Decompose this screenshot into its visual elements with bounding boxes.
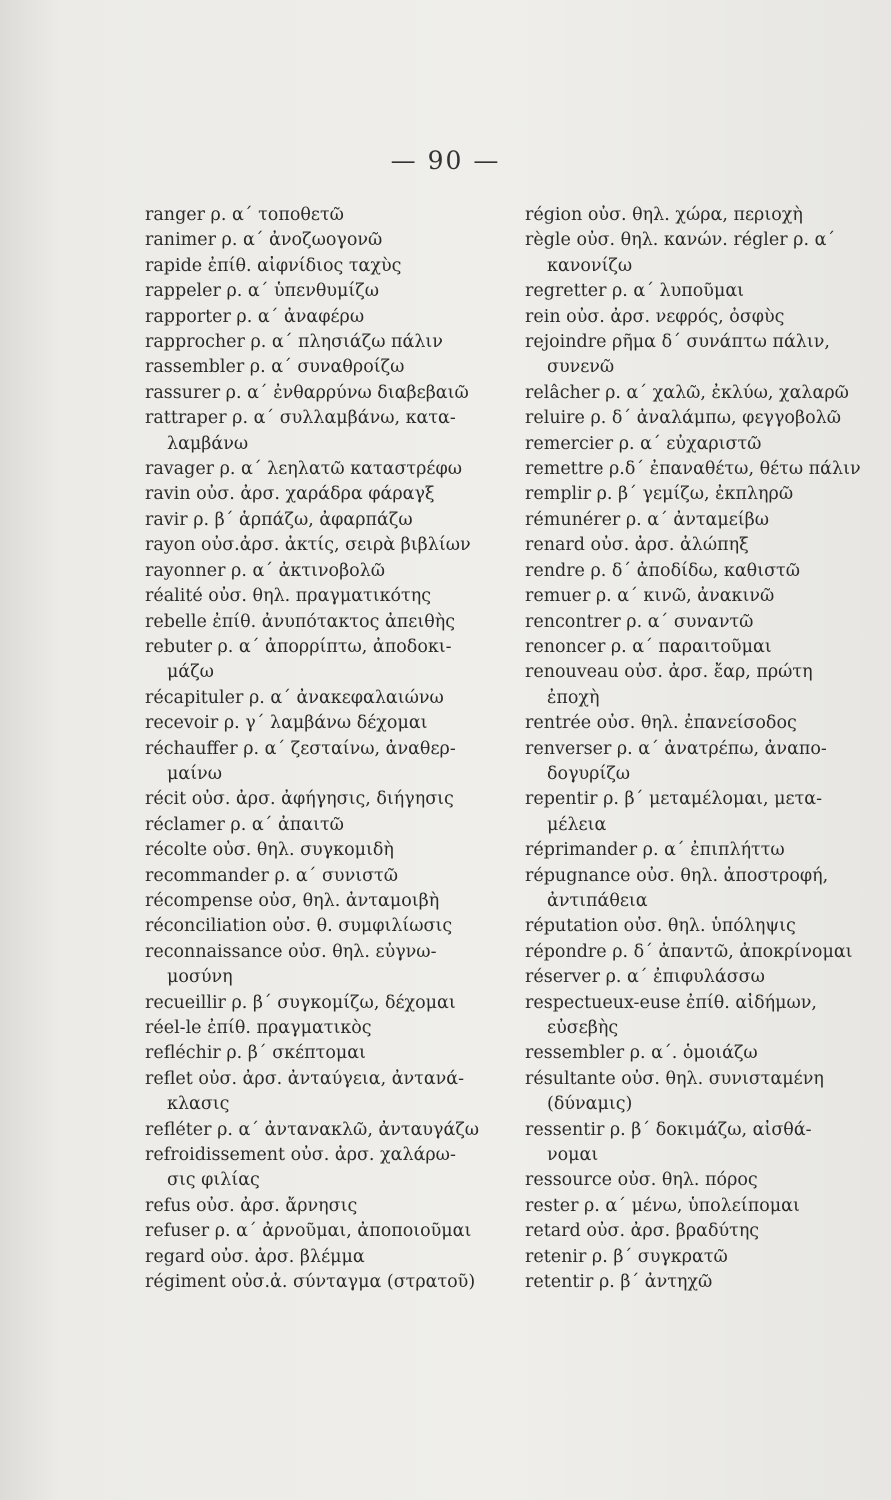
entry-text: réel-le ἐπίθ. πραγματικὸς [145, 1018, 372, 1038]
dictionary-entry [525, 838, 877, 863]
dictionary-entry [525, 1168, 877, 1193]
entry-continuation: κανονίζω [547, 255, 633, 276]
entry-text: récompense οὐσ, θηλ. ἀνταμοιβὴ [145, 890, 440, 911]
entry-text: rapprocher ρ. α΄ πλησιάζω πάλιν [145, 332, 443, 353]
dictionary-entry [525, 737, 877, 788]
dictionary-entry [525, 406, 877, 431]
entry-text: remplir ρ. β΄ γεμίζω, ἐκπληρῶ [525, 484, 794, 505]
entry-text: retard οὐσ. ἀρσ. βραδύτης [525, 1221, 760, 1242]
entry-text: recommander ρ. α΄ συνιστῶ [145, 865, 398, 886]
entry-text: résultante οὐσ. θηλ. συνισταμένη [525, 1068, 824, 1089]
dictionary-entry [525, 381, 877, 406]
entry-text: rayon οὐσ.ἀρσ. ἀκτίς, σειρὰ βιβλίων [145, 535, 471, 556]
entry-text: récolte οὐσ. θηλ. συγκομιδὴ [145, 840, 394, 861]
dictionary-entry [145, 406, 490, 457]
dictionary-entry [145, 508, 490, 533]
entry-continuation: μοσύνη [167, 967, 233, 988]
dictionary-entry [525, 711, 877, 736]
dictionary-entry [525, 533, 877, 558]
entry-text: reluire ρ. δ΄ ἀναλάμπω, φεγγοβολῶ [525, 408, 841, 429]
dictionary-entry [525, 965, 877, 990]
entry-text: ranimer ρ. α΄ ἀνοζωογονῶ [145, 230, 383, 251]
dictionary-entry [145, 228, 490, 253]
dictionary-entry [525, 1245, 877, 1270]
dictionary-entry [525, 457, 877, 482]
entry-text: renoncer ρ. α΄ παραιτοῦμαι [525, 636, 772, 657]
entry-text: rebelle ἐπίθ. ἀνυπότακτος ἀπειθὴς [145, 611, 456, 632]
dictionary-entry [145, 1270, 490, 1295]
entry-continuation: κλασις [167, 1094, 230, 1115]
dictionary-entry [145, 940, 490, 991]
entry-text: refuser ρ. α΄ ἀρνοῦμαι, ἀποποιοῦμαι [145, 1221, 472, 1242]
dictionary-entry [525, 610, 877, 635]
dictionary-entry [525, 432, 877, 457]
entry-text: ravin οὐσ. ἀρσ. χαράδρα φάραγξ [145, 484, 435, 505]
dictionary-entry [145, 330, 490, 355]
entry-text: rejoindre ρῆμα δ΄ συνάπτω πάλιν, [525, 332, 830, 353]
entry-text: réserver ρ. α΄ ἐπιφυλάσσω [525, 967, 765, 988]
entry-continuation: εὐσεβὴς [547, 1018, 619, 1038]
dictionary-entry [525, 1219, 877, 1244]
dictionary-entry [145, 305, 490, 330]
dictionary-entry [145, 864, 490, 889]
dictionary-entry [145, 1041, 490, 1066]
dictionary-entry [525, 330, 877, 381]
entry-text: réclamer ρ. α΄ ἀπαιτῶ [145, 814, 344, 835]
entry-text: rapide ἐπίθ. αἰφνίδιος ταχὺς [145, 255, 402, 276]
dictionary-entry [525, 1118, 877, 1169]
page-number: — 90 — [390, 146, 501, 175]
entry-text: rassembler ρ. α΄ συναθροίζω [145, 357, 405, 378]
entry-text: rendre ρ. δ΄ ἀποδίδω, καθιστῶ [525, 560, 800, 581]
dictionary-entry [145, 1118, 490, 1143]
dictionary-entry [525, 1041, 877, 1066]
dictionary-entry [525, 660, 877, 711]
entry-text: reflet οὐσ. ἀρσ. ἀνταύγεια, ἀντανά- [145, 1068, 465, 1089]
entry-continuation: ἐποχὴ [547, 687, 600, 708]
dictionary-entry [525, 864, 877, 915]
dictionary-entry [145, 737, 490, 788]
dictionary-entry [145, 584, 490, 609]
dictionary-entry [525, 991, 877, 1042]
dictionary-entry [145, 1245, 490, 1270]
dictionary-entry [525, 559, 877, 584]
entry-text: retentir ρ. β΄ ἀντηχῶ [525, 1272, 713, 1293]
dictionary-entry [525, 228, 877, 279]
dictionary-entry [525, 635, 877, 660]
entry-text: refus οὐσ. ἀρσ. ἄρνησις [145, 1195, 358, 1216]
entry-text: repentir ρ. β΄ μεταμέλομαι, μετα- [525, 789, 822, 810]
dictionary-entry [145, 1143, 490, 1194]
dictionary-entry [525, 914, 877, 939]
entry-text: ravager ρ. α΄ λεηλατῶ καταστρέφω [145, 459, 462, 480]
dictionary-entry [525, 203, 877, 228]
dictionary-entry [145, 355, 490, 380]
dictionary-entry [145, 533, 490, 558]
entry-continuation: ἀντιπάθεια [547, 890, 648, 911]
entry-text: rémunérer ρ. α΄ ἀνταμείβω [525, 509, 770, 530]
entry-text: regretter ρ. α΄ λυποῦμαι [525, 281, 744, 302]
entry-text: regard οὐσ. ἀρσ. βλέμμα [145, 1246, 365, 1267]
entry-text: respectueux-euse ἐπίθ. αἰδήμων, [525, 992, 817, 1013]
dictionary-entry [525, 279, 877, 304]
entry-continuation: λαμβάνω [167, 433, 249, 454]
entry-text: régiment οὐσ.ἀ. σύνταγμα (στρατοῦ) [145, 1272, 476, 1293]
entry-text: rebuter ρ. α΄ ἀπορρίπτω, ἀποδοκι- [145, 636, 452, 657]
entry-text: recueillir ρ. β΄ συγκομίζω, δέχομαι [145, 992, 456, 1013]
entry-text: récapituler ρ. α΄ ἀνακεφαλαιώνω [145, 687, 444, 708]
entry-text: ravir ρ. β΄ ἁρπάζω, ἀφαρπάζω [145, 509, 413, 530]
entry-text: relâcher ρ. α΄ χαλῶ, ἐκλύω, χαλαρῶ [525, 382, 849, 403]
entry-text: refléchir ρ. β΄ σκέπτομαι [145, 1043, 366, 1064]
dictionary-entry [145, 279, 490, 304]
entry-text: réprimander ρ. α΄ ἐπιπλήττω [525, 840, 785, 861]
dictionary-entry [145, 457, 490, 482]
dictionary-entry [145, 711, 490, 736]
dictionary-entry [145, 1067, 490, 1118]
entry-text: remercier ρ. α΄ εὐχαριστῶ [525, 433, 762, 454]
entry-text: règle οὐσ. θηλ. κανών. régler ρ. α΄ [525, 230, 836, 251]
entry-continuation: δογυρίζω [547, 763, 631, 784]
dictionary-entry [145, 1016, 490, 1041]
entry-text: réchauffer ρ. α΄ ζεσταίνω, ἀναθερ- [145, 738, 456, 759]
entry-text: rein οὐσ. ἀρσ. νεφρός, ὀσφὺς [525, 306, 785, 327]
entry-text: rapporter ρ. α΄ ἀναφέρω [145, 306, 365, 327]
entry-text: ressource οὐσ. θηλ. πόρος [525, 1170, 758, 1191]
entry-text: remuer ρ. α΄ κινῶ, ἀνακινῶ [525, 586, 775, 607]
entry-text: réputation οὐσ. θηλ. ὑπόληψις [525, 916, 796, 937]
dictionary-entry [145, 482, 490, 507]
entry-text: reconnaissance οὐσ. θηλ. εὐγνω- [145, 941, 437, 962]
dictionary-entry [145, 1194, 490, 1219]
entry-text: recevoir ρ. γ΄ λαμβάνω δέχομαι [145, 713, 428, 734]
entry-text: ressentir ρ. β΄ δοκιμάζω, αἰσθά- [525, 1119, 812, 1140]
dictionary-entry [525, 787, 877, 838]
dictionary-entry [525, 940, 877, 965]
dictionary-entry [145, 813, 490, 838]
entry-continuation: συνενῶ [547, 357, 615, 378]
dictionary-entry [145, 914, 490, 939]
entry-continuation: νομαι [547, 1145, 599, 1166]
dictionary-entry [145, 1219, 490, 1244]
dictionary-entry [525, 305, 877, 330]
entry-text: rappeler ρ. α΄ ὑπενθυμίζω [145, 281, 379, 302]
entry-text: refroidissement οὐσ. ἀρσ. χαλάρω- [145, 1145, 456, 1166]
entry-text: répugnance οὐσ. θηλ. ἀποστροφή, [525, 865, 829, 886]
entry-text: ressembler ρ. α΄. ὁμοιάζω [525, 1043, 758, 1064]
entry-text: rencontrer ρ. α΄ συναντῶ [525, 611, 754, 632]
entry-text: rayonner ρ. α΄ ἀκτινοβολῶ [145, 560, 386, 581]
entry-continuation: (δύναμις) [547, 1094, 633, 1115]
entry-text: renard οὐσ. ἀρσ. ἀλώπηξ [525, 535, 749, 556]
dictionary-entry [145, 559, 490, 584]
dictionary-entry [145, 610, 490, 635]
dictionary-entry [145, 381, 490, 406]
right-column [525, 203, 877, 1295]
dictionary-entry [525, 482, 877, 507]
dictionary-entry [145, 254, 490, 279]
dictionary-entry [525, 508, 877, 533]
dictionary-entry [145, 203, 490, 228]
entry-text: réconciliation οὐσ. θ. συμφιλίωσις [145, 916, 453, 937]
entry-continuation: σις φιλίας [167, 1170, 260, 1191]
entry-text: région οὐσ. θηλ. χώρα, περιοχὴ [525, 205, 803, 225]
entry-continuation: μαίνω [167, 763, 222, 784]
entry-text: ranger ρ. α΄ τοποθετῶ [145, 205, 344, 225]
entry-text: répondre ρ. δ΄ ἀπαντῶ, ἀποκρίνομαι [525, 941, 853, 962]
entry-continuation: μάζω [167, 662, 214, 683]
entry-text: réalité οὐσ. θηλ. πραγματικότης [145, 586, 432, 607]
entry-text: rester ρ. α΄ μένω, ὑπολείπομαι [525, 1195, 800, 1216]
dictionary-entry [145, 991, 490, 1016]
entry-text: rattraper ρ. α΄ συλλαμβάνω, κατα- [145, 408, 456, 429]
dictionary-entry [145, 686, 490, 711]
dictionary-entry [145, 889, 490, 914]
entry-text: récit οὐσ. ἀρσ. ἀφήγησις, διήγησις [145, 789, 454, 810]
dictionary-entry [525, 1270, 877, 1295]
dictionary-entry [525, 584, 877, 609]
dictionary-entry [145, 787, 490, 812]
dictionary-entry [525, 1067, 877, 1118]
entry-text: renouveau οὐσ. ἀρσ. ἔαρ, πρώτη [525, 662, 813, 683]
dictionary-entry [145, 635, 490, 686]
entry-text: retenir ρ. β΄ συγκρατῶ [525, 1246, 728, 1267]
entry-text: renverser ρ. α΄ ἀνατρέπω, ἀναπο- [525, 738, 827, 759]
entry-continuation: μέλεια [547, 814, 607, 835]
entry-text: remettre ρ.δ΄ ἐπαναθέτω, θέτω πάλιν [525, 459, 861, 480]
dictionary-entry [525, 1194, 877, 1219]
entry-text: rentrée οὐσ. θηλ. ἐπανείσοδος [525, 713, 797, 734]
dictionary-entry [145, 838, 490, 863]
entry-text: refléter ρ. α΄ ἀντανακλῶ, ἀνταυγάζω [145, 1119, 480, 1140]
entry-text: rassurer ρ. α΄ ἐνθαρρύνω διαβεβαιῶ [145, 382, 469, 403]
left-column [145, 203, 490, 1295]
